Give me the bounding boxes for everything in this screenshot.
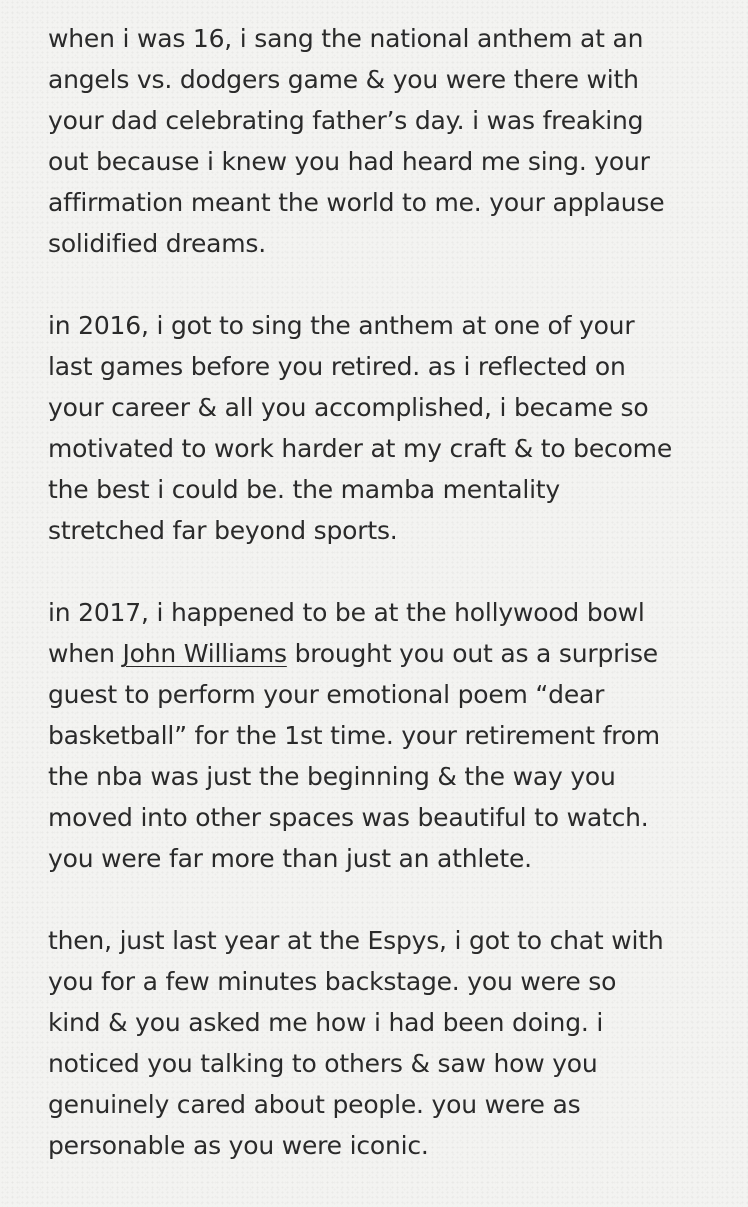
text-line: guest to perform your emotional poem “dear [48, 680, 605, 709]
text-line: the nba was just the beginning & the way you [48, 762, 616, 791]
text-line: the best i could be. the mamba mentality [48, 475, 561, 504]
text-line: out because i knew you had heard me sing. your [48, 147, 650, 176]
text-line: stretched far beyond sports. [48, 516, 398, 545]
line-suffix: brought you out as a surprise [286, 639, 658, 668]
text-line: when i was 16, i sang the national anthem at an [48, 24, 644, 53]
text-line: angels vs. dodgers game & you were there with [48, 65, 639, 94]
text-line: moved into other spaces was beautiful to watch. [48, 803, 649, 832]
text-line-with-link [48, 633, 728, 674]
text-line: solidified dreams. [48, 229, 266, 258]
text-line: you for a few minutes backstage. you were so [48, 967, 617, 996]
paragraph-espys [48, 920, 728, 1166]
text-line: your dad celebrating father’s day. i was freaking [48, 106, 644, 135]
paragraph-2017 [48, 592, 728, 879]
text-line: you were far more than just an athlete. [48, 844, 532, 873]
text-line: last games before you retired. as i reflected on [48, 352, 626, 381]
john-williams-link[interactable]: John Williams [122, 639, 287, 668]
text-line: affirmation meant the world to me. your applause [48, 188, 665, 217]
text-line: motivated to work harder at my craft & to become [48, 434, 673, 463]
text-line: genuinely cared about people. you were as [48, 1090, 581, 1119]
line-prefix: when [48, 639, 123, 668]
note-body [48, 18, 728, 1207]
text-line: kind & you asked me how i had been doing. i [48, 1008, 604, 1037]
paragraph-anthem-16 [48, 18, 728, 264]
text-line: noticed you talking to others & saw how you [48, 1049, 598, 1078]
text-line: personable as you were iconic. [48, 1131, 429, 1160]
text-line: in 2017, i happened to be at the hollywood bowl [48, 598, 645, 627]
text-line: in 2016, i got to sing the anthem at one of your [48, 311, 635, 340]
text-line: then, just last year at the Espys, i got to chat with [48, 926, 664, 955]
paragraph-2016 [48, 305, 728, 551]
text-line: your career & all you accomplished, i became so [48, 393, 649, 422]
text-line: basketball” for the 1st time. your retirement from [48, 721, 660, 750]
